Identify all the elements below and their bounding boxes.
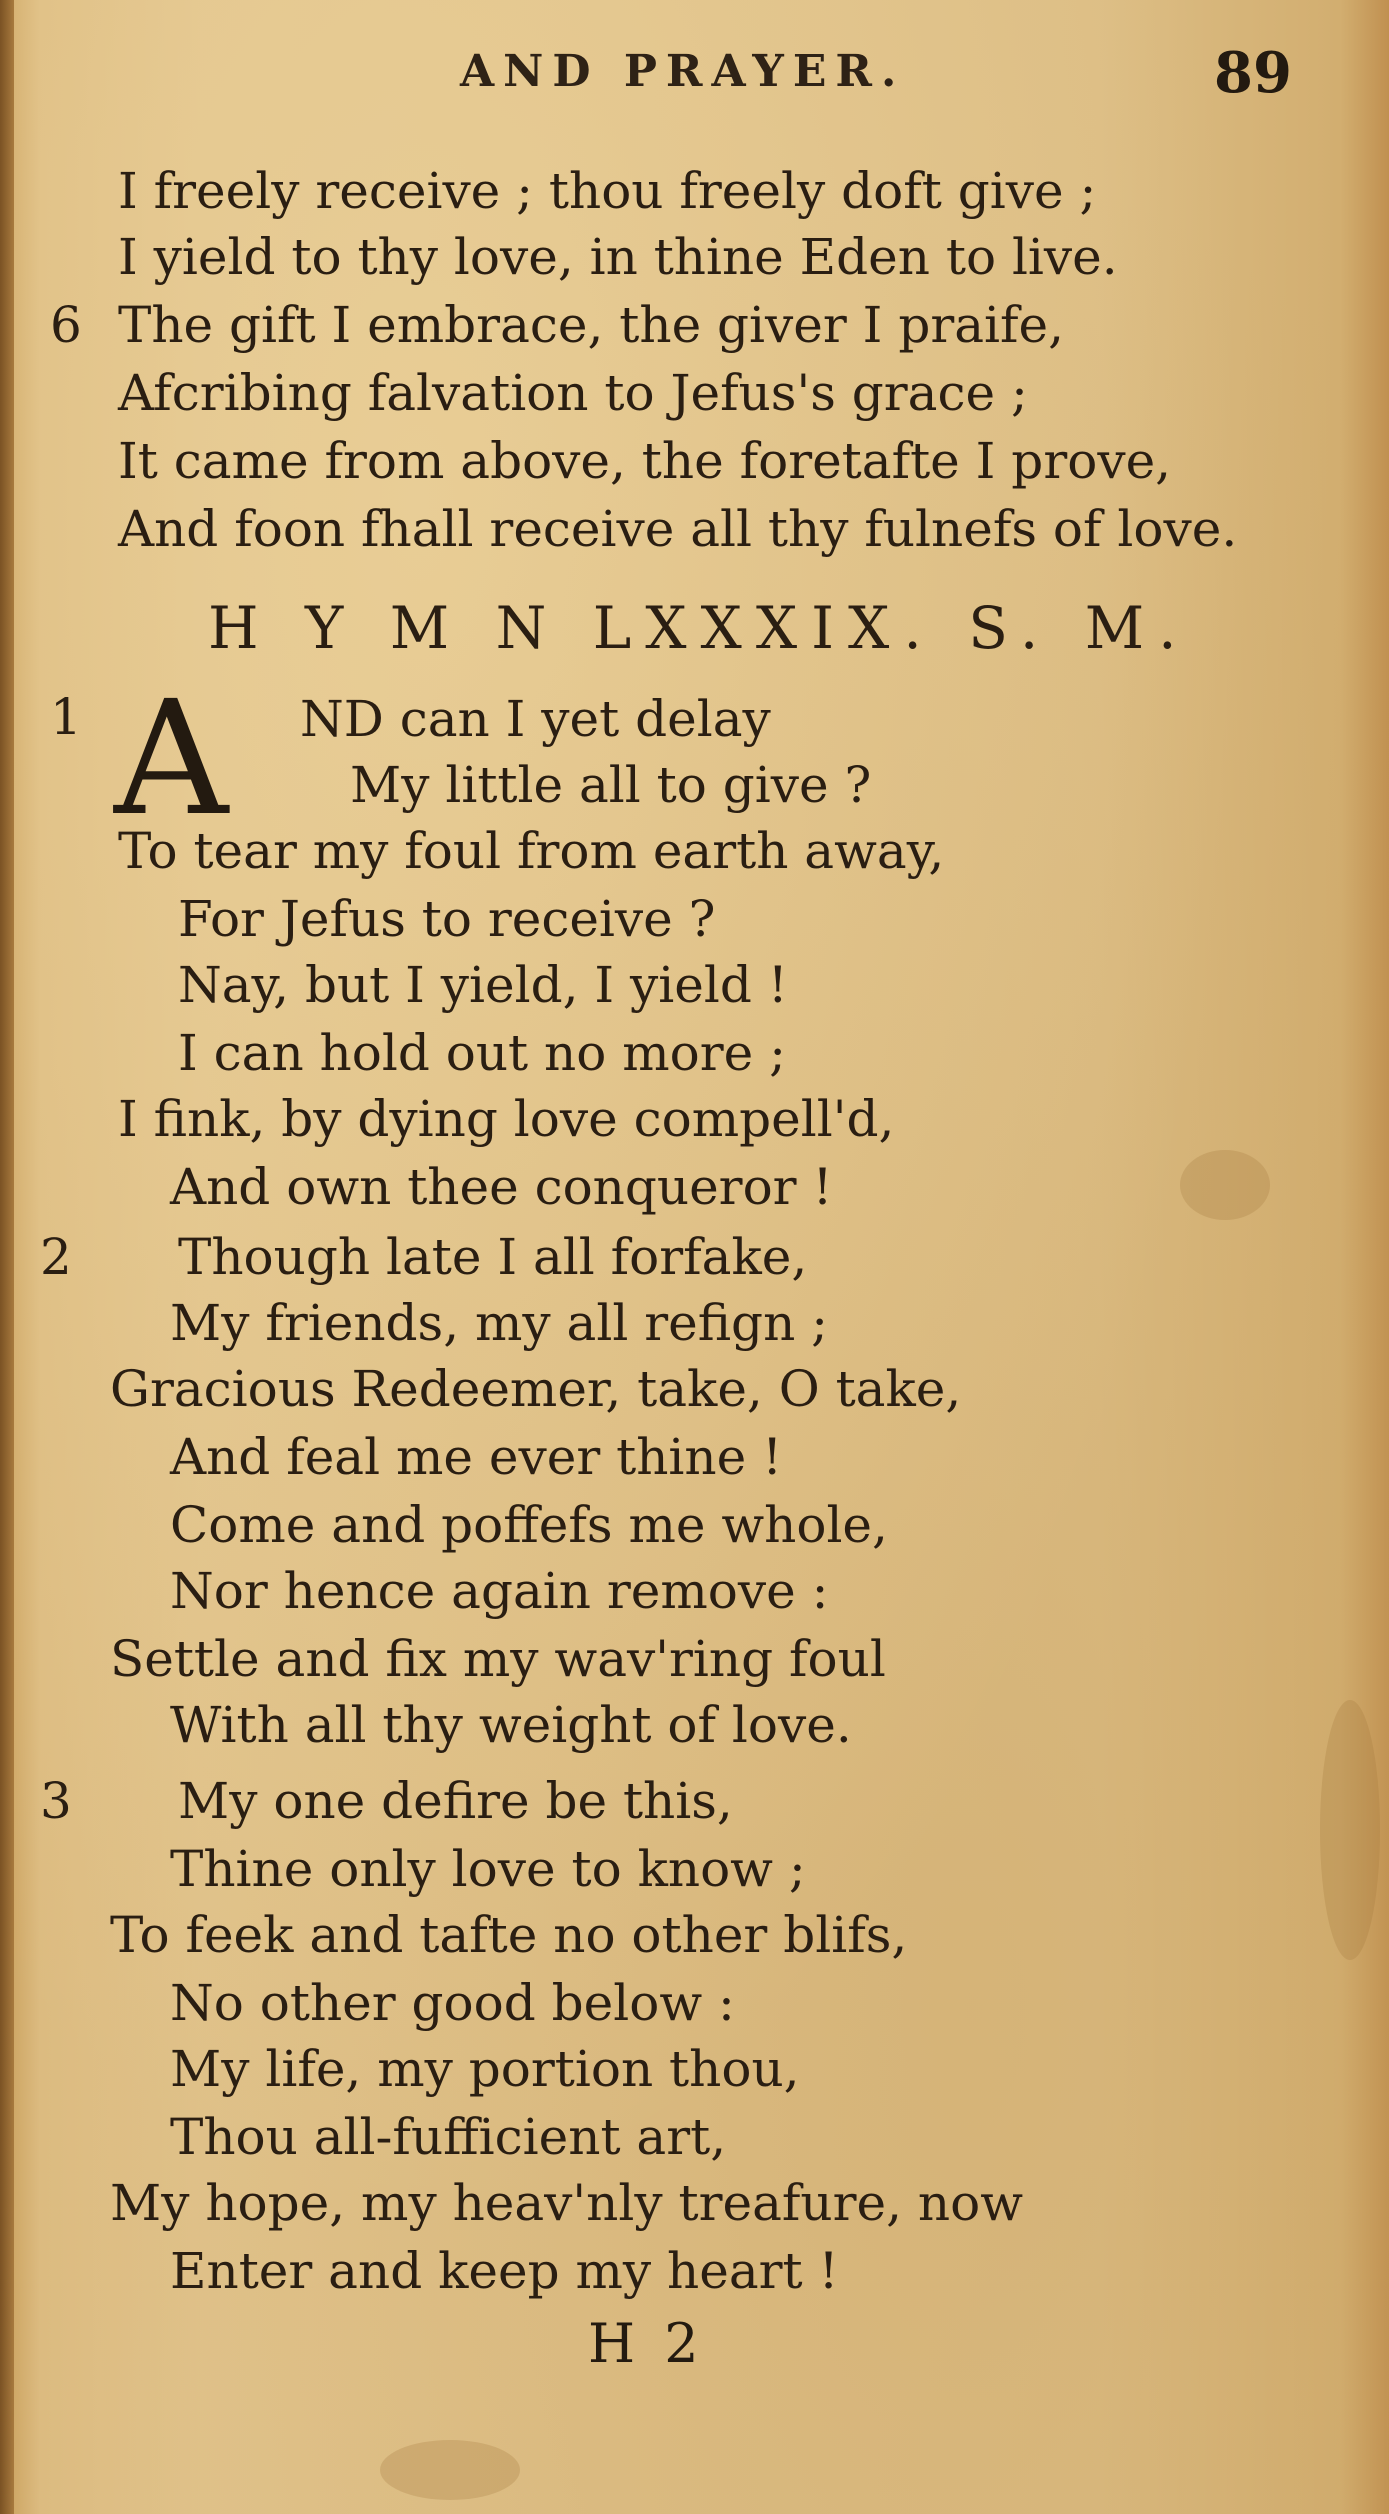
verse-line: My hope, my heav'nly treafure, now bbox=[110, 2174, 1023, 2232]
verse-line: The gift I embrace, the giver I praife, bbox=[118, 296, 1065, 354]
verse-line: Settle and fix my wav'ring foul bbox=[110, 1630, 886, 1688]
verse-line: Thou all-fufficient art, bbox=[170, 2108, 727, 2166]
verse-line: To tear my foul from earth away, bbox=[118, 822, 945, 880]
verse-line: I can hold out no more ; bbox=[178, 1024, 786, 1082]
page-number: 89 bbox=[1214, 40, 1292, 106]
verse-line: It came from above, the foretafte I prove, bbox=[118, 432, 1172, 490]
verse-line: Though late I all forfake, bbox=[178, 1228, 808, 1286]
verse-line: My life, my portion thou, bbox=[170, 2040, 800, 2098]
paper-stain bbox=[380, 2440, 520, 2500]
verse-line: Enter and keep my heart ! bbox=[170, 2242, 839, 2300]
verse-line: My one defire be this, bbox=[178, 1772, 733, 1830]
verse-number: 3 bbox=[40, 1772, 72, 1830]
verse-line: Thine only love to know ; bbox=[170, 1840, 806, 1898]
verse-line: For Jefus to receive ? bbox=[178, 890, 716, 948]
verse-line: Afcribing falvation to Jefus's grace ; bbox=[118, 364, 1028, 422]
verse-line: To feek and tafte no other blifs, bbox=[110, 1906, 908, 1964]
verse-line: My friends, my all refign ; bbox=[170, 1294, 829, 1352]
verse-line: With all thy weight of love. bbox=[170, 1696, 852, 1754]
paper-stain bbox=[1320, 1700, 1380, 1960]
verse-line: Come and poffefs me whole, bbox=[170, 1496, 888, 1554]
verse-line: I yield to thy love, in thine Eden to live. bbox=[118, 228, 1118, 286]
page-gutter bbox=[0, 0, 14, 2514]
verse-number: 6 bbox=[50, 296, 82, 354]
verse-line: Nay, but I yield, I yield ! bbox=[178, 956, 788, 1014]
verse-line: I freely receive ; thou freely doft give ; bbox=[118, 162, 1097, 220]
verse-line: No other good below : bbox=[170, 1974, 735, 2032]
verse-line: Gracious Redeemer, take, O take, bbox=[110, 1360, 962, 1418]
drop-cap: A bbox=[114, 667, 229, 851]
verse-line: And feal me ever thine ! bbox=[170, 1428, 783, 1486]
verse-line: Nor hence again remove : bbox=[170, 1562, 829, 1620]
running-title: AND PRAYER. bbox=[460, 46, 906, 97]
verse-line: And own thee conqueror ! bbox=[170, 1158, 833, 1216]
paper-stain bbox=[1180, 1150, 1270, 1220]
verse-number: 1 bbox=[50, 688, 82, 746]
signature-mark: H 2 bbox=[588, 2312, 705, 2375]
verse-number: 2 bbox=[40, 1228, 72, 1286]
verse-line: My little all to give ? bbox=[350, 756, 872, 814]
verse-line: And foon fhall receive all thy fulnefs of love. bbox=[118, 500, 1238, 558]
verse-line: I fink, by dying love compell'd, bbox=[118, 1090, 895, 1148]
verse-line: ND can I yet delay bbox=[300, 690, 771, 748]
hymn-title: H Y M N LXXXIX. S. M. bbox=[208, 594, 1191, 662]
